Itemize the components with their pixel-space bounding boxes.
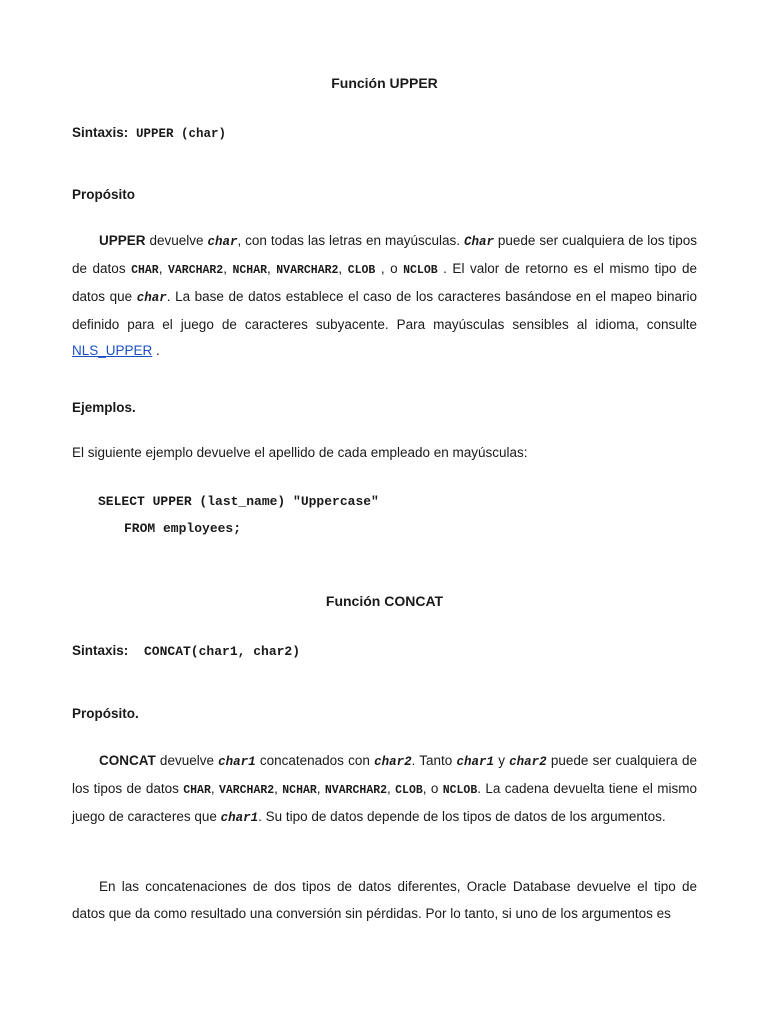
type-keyword: NCLOB (442, 783, 478, 797)
upper-syntax-code: UPPER (char) (136, 127, 227, 141)
code-char: char (136, 291, 167, 305)
type-keyword: NVARCHAR2 (324, 783, 388, 797)
concat-title: Función CONCAT (325, 593, 444, 609)
upper-syntax-label: Sintaxis: (72, 125, 129, 140)
code-char2: char2 (374, 755, 412, 769)
code-char1: char1 (220, 811, 259, 825)
type-keyword: CHAR (131, 263, 159, 277)
concat-syntax-label: Sintaxis: (72, 643, 129, 658)
upper-examples-text: El siguiente ejemplo devuelve el apellido de cada empleado en mayúsculas: (72, 445, 528, 460)
type-keyword: NCHAR (282, 783, 317, 797)
code-char1: char1 (456, 755, 495, 769)
concat-fn-name: CONCAT (99, 753, 156, 768)
upper-examples-label: Ejemplos. (72, 400, 136, 415)
type-keyword: NCLOB (403, 263, 438, 277)
code-char: char (207, 235, 238, 249)
upper-purpose-label: Propósito (72, 187, 135, 202)
code-char1: char1 (218, 755, 256, 769)
code-char: Char (463, 235, 494, 249)
nls-upper-link[interactable]: NLS_UPPER (72, 343, 153, 358)
concat-syntax-code: CONCAT(char1, char2) (144, 644, 301, 659)
type-keyword: VARCHAR2 (218, 783, 275, 797)
code-line-select: SELECT UPPER (last_name) "Uppercase" (98, 494, 379, 509)
upper-title: Función UPPER (331, 75, 438, 91)
code-char2: char2 (509, 755, 547, 769)
type-keyword: VARCHAR2 (167, 263, 224, 277)
type-keyword: CHAR (183, 783, 211, 797)
concat-purpose-label: Propósito. (72, 706, 139, 721)
type-keyword: NVARCHAR2 (276, 263, 339, 277)
concat-paragraph-2: En las concatenaciones de dos tipos de datos diferentes, Oracle Database devuelve el tipo de datos que da como resultado una conversión sin pérdidas. Por lo tanto, si uno de los argumentos es (72, 879, 697, 921)
upper-purpose-paragraph: UPPER devuelve char, con todas las letras en mayúsculas. Char puede ser cualquiera de los tipos de datos CHAR, VARCHAR2, NCHAR, NVARCHAR2, CLOB , o NCLOB . El valor de retorno es el mismo tipo de datos que char. La base de datos establece el caso de los caracteres basándose en el mapeo binario definido para el juego de caracteres subyacente. Para mayúsculas sensibles al idioma, consulte NLS_UPPER . (72, 233, 697, 358)
type-keyword: NCHAR (232, 263, 267, 277)
type-keyword: CLOB (395, 783, 423, 797)
code-line-from: FROM employees; (124, 521, 242, 536)
upper-fn-name: UPPER (99, 233, 146, 248)
type-keyword: CLOB (347, 263, 376, 277)
concat-purpose-paragraph: CONCAT devuelve char1 concatenados con char2. Tanto char1 y char2 puede ser cualquiera de los tipos de datos CHAR, VARCHAR2, NCHAR, NVARCHAR2, CLOB, o NCLOB. La cadena devuelta tiene el mismo juego de caracteres que char1. Su tipo de datos depende de los tipos de datos de los argumentos. (72, 753, 697, 825)
